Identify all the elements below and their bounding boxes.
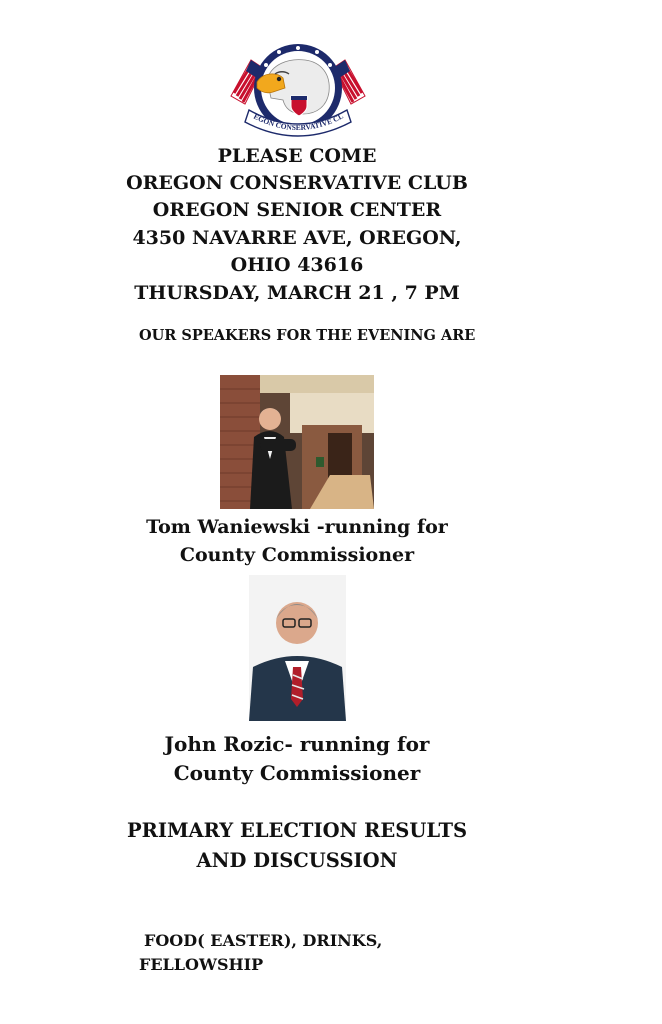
header-line-please-come: PLEASE COME — [217, 145, 377, 167]
header-line-venue: OREGON SENIOR CENTER — [152, 199, 442, 221]
logo-banner-text: EGON CONSERVATIVE CL — [252, 111, 345, 133]
header-line-address: 4350 NAVARRE AVE, OREGON, — [132, 227, 462, 249]
primary-line-1: PRIMARY ELECTION RESULTS — [126, 819, 468, 842]
speaker-2-line-2: County Commissioner — [173, 761, 421, 785]
footer-line-2: FELLOWSHIP — [139, 955, 264, 974]
primary-line-2: AND DISCUSSION — [196, 849, 398, 872]
header-line-datetime: THURSDAY, MARCH 21 , 7 PM — [134, 282, 460, 304]
footer-line-1: FOOD( EASTER), DRINKS, — [144, 931, 383, 950]
speaker-1-line-2: County Commissioner — [179, 544, 415, 566]
speaker-1-line-1: Tom Waniewski -running for — [146, 516, 448, 538]
header-line-club-name: OREGON CONSERVATIVE CLUB — [126, 172, 468, 194]
speakers-heading: OUR SPEAKERS FOR THE EVENING ARE — [139, 327, 476, 344]
club-logo — [227, 38, 369, 138]
speaker-photo-john — [249, 575, 346, 721]
speaker-2-line-1: John Rozic- running for — [164, 732, 430, 756]
header-line-city: OHIO 43616 — [230, 254, 364, 276]
speaker-photo-tom — [220, 375, 374, 509]
